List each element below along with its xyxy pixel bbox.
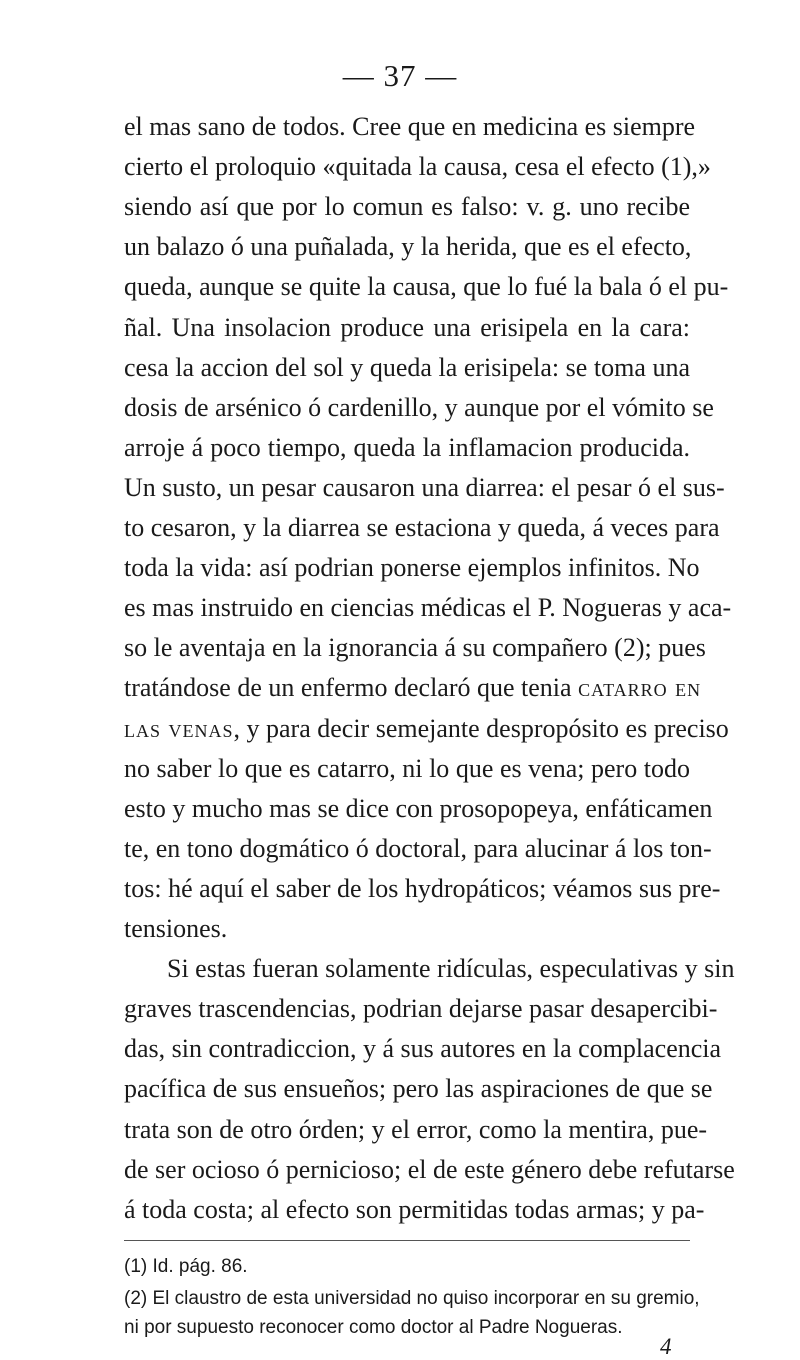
small-caps-phrase: catarro en	[578, 673, 702, 702]
footnote-2-continued: ni por supuesto reconocer como doctor al Padre Nogueras.	[124, 1317, 623, 1338]
body-line: las venas, y para decir semejante despropósito es preciso	[124, 714, 729, 743]
body-line: no saber lo que es catarro, ni lo que es vena; pero todo	[124, 754, 690, 783]
footnote-divider	[124, 1240, 690, 1241]
body-line: pacífica de sus ensueños; pero las aspiraciones de que se	[124, 1074, 713, 1103]
signature-mark: 4	[660, 1334, 672, 1359]
body-line: á toda costa; al efecto son permitidas todas armas; y pa-	[124, 1195, 705, 1224]
body-line: es mas instruido en ciencias médicas el P. Nogueras y aca-	[124, 593, 732, 622]
body-line: tratándose de un enfermo declaró que tenia catarro en	[124, 673, 702, 702]
page-number: — 37 —	[342, 58, 458, 93]
body-line: Un susto, un pesar causaron una diarrea: el pesar ó el sus-	[124, 473, 725, 502]
body-line: ñal. Una insolacion produce una erisipela en la cara:	[124, 313, 690, 342]
body-line: de ser ocioso ó pernicioso; el de este género debe refutarse	[124, 1155, 735, 1184]
body-line: toda la vida: así podrian ponerse ejemplos infinitos. No	[124, 553, 700, 582]
body-line: arroje á poco tiempo, queda la inflamacion producida.	[124, 433, 690, 462]
body-line: so le aventaja en la ignorancia á su compañero (2); pues	[124, 633, 706, 662]
body-line: te, en tono dogmático ó doctoral, para alucinar á los ton-	[124, 834, 712, 863]
body-line: el mas sano de todos. Cree que en medicina es siempre	[124, 112, 696, 141]
body-line: dosis de arsénico ó cardenillo, y aunque por el vómito se	[124, 393, 714, 422]
footnote-1: (1) Id. pág. 86.	[124, 1256, 248, 1277]
footnote-2: (2) El claustro de esta universidad no quiso incorporar en su gremio,	[124, 1288, 700, 1309]
body-line: tos: hé aquí el saber de los hydropáticos; véamos sus pre-	[124, 874, 721, 903]
body-line: siendo así que por lo comun es falso: v. g. uno recibe	[124, 192, 690, 221]
body-line: cesa la accion del sol y queda la erisipela: se toma una	[124, 353, 690, 382]
body-line: esto y mucho mas se dice con prosopopeya, enfáticamen	[124, 794, 713, 823]
body-line: cierto el proloquio «quitada la causa, cesa el efecto (1),»	[124, 152, 711, 181]
body-line: trata son de otro órden; y el error, como la mentira, pue-	[124, 1115, 708, 1144]
body-line: un balazo ó una puñalada, y la herida, que es el efecto,	[124, 232, 692, 261]
body-line: queda, aunque se quite la causa, que lo fué la bala ó el pu-	[124, 272, 729, 301]
small-caps-phrase: las venas	[124, 714, 234, 743]
body-line: das, sin contradiccion, y á sus autores en la complacencia	[124, 1034, 722, 1063]
body-line: Si estas fueran solamente ridículas, especulativas y sin	[167, 954, 735, 983]
body-line: to cesaron, y la diarrea se estaciona y queda, á veces para	[124, 513, 720, 542]
body-line: tensiones.	[124, 914, 228, 943]
body-line: graves trascendencias, podrian dejarse pasar desapercibi-	[124, 994, 718, 1023]
